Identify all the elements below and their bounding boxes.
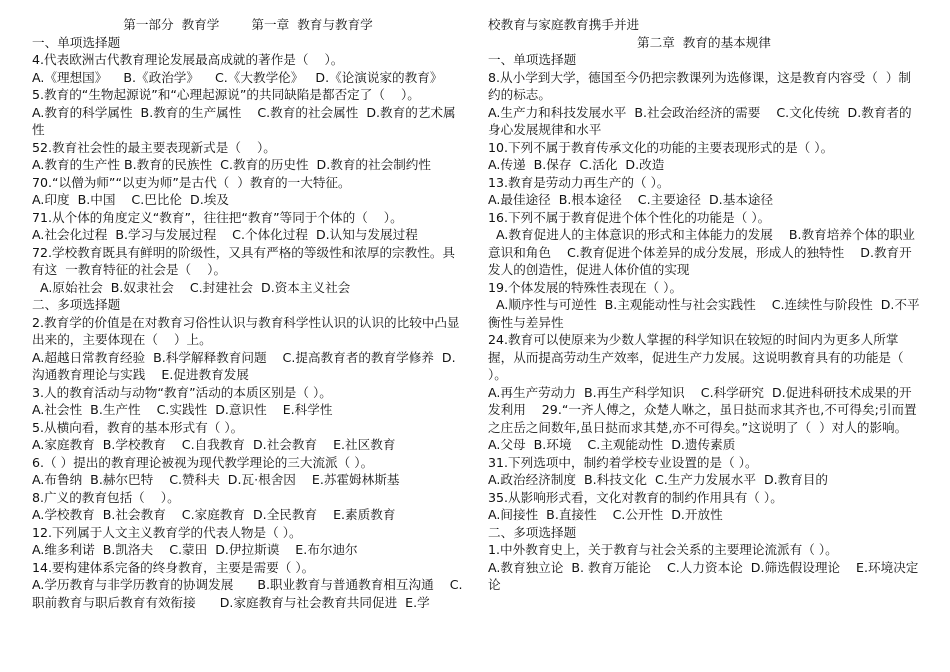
- left-text-line: 14.要构建体系完备的终身教育，主要是需要（ ）。: [32, 559, 315, 575]
- left-text-line: A.学历教育与非学历教育的协调发展 B.职业教育与普通教育相互沟通 C.职前教育与职后教育有效衔接 D.家庭教育与社会教育共同促进 E.学: [32, 577, 463, 610]
- left-text-line: A.原始社会 B.奴隶社会 C.封建社会 D.资本主义社会: [32, 279, 351, 295]
- left-text-line: 第一部分 教育学 第一章 教育与教育学: [123, 17, 373, 32]
- left-text-line: A.超越日常教育经验 B.科学解释教育问题 C.提高教育者的教育学修养 D.沟通教育理论与实践 E.促进教育发展: [32, 349, 456, 382]
- right-text-line: A.教育独立论 B. 教育万能论 C.人力资本论 D.筛选假设理论 E.环境决定论: [488, 559, 919, 592]
- left-text-line: 5.教育的“生物起源说”和“心理起源说”的共同缺陷是都否定了（ ）。: [32, 87, 420, 102]
- right-text-line: 一、单项选择题: [488, 52, 577, 67]
- left-text-line: 4.代表欧洲古代教育理论发展最高成就的著作是（ ）。: [32, 52, 344, 67]
- right-column: [488, 16, 920, 594]
- left-text-line: A.社会性 B.生产性 C.实践性 D.意识性 E.科学性: [32, 402, 333, 417]
- right-text-line: A.父母 B.环境 C.主观能动性 D.遗传素质: [488, 437, 736, 452]
- right-text-line: A.间接性 B.直接性 C.公开性 D.开放性: [488, 507, 723, 522]
- right-text-line: 第二章 教育的基本规律: [637, 34, 771, 50]
- left-text-line: 72.学校教育既具有鲜明的阶级性，又具有严格的等级性和浓厚的宗教性。具有这 一教育特征的社会是（ ）。: [32, 244, 456, 277]
- left-text-line: 12.下列属于人文主义教育学的代表人物是（ ）。: [32, 524, 302, 540]
- left-column: [32, 16, 464, 611]
- right-text-line: A.再生产劳动力 B.再生产科学知识 C.科学研究 D.促进科研技术成果的开发利用 29.“一齐人傅之，众楚人咻之，虽日挞而求其齐也,不可得矣;引而置之庄岳之间数年,虽日挞而求其楚,亦不可得矣。”这说明了（ ）对人的影响。: [488, 384, 917, 435]
- right-text-line: 16.下列不属于教育促进个体个性化的功能是（ ）。: [488, 209, 771, 225]
- right-text-line: A.最佳途径 B.根本途径 C.主要途径 D.基本途径: [488, 192, 774, 207]
- left-text-line: 5.从横向看，教育的基本形式有（ ）。: [32, 419, 244, 435]
- right-text-line: 校教育与家庭教育携手并进: [488, 17, 640, 32]
- left-text-line: 二、多项选择题: [32, 297, 121, 312]
- right-text-line: 31.下列选项中，制约着学校专业设置的是（ ）。: [488, 454, 758, 470]
- left-text-line: A.家庭教育 B.学校教育 C.自我教育 D.社会教育 E.社区教育: [32, 437, 396, 452]
- right-text-line: A.生产力和科技发展水平 B.社会政治经济的需要 C.文化传统 D.教育者的身心发展规律和水平: [488, 104, 912, 137]
- right-text-line: A.传递 B.保存 C.活化 D.改造: [488, 157, 665, 172]
- right-text-line: A.教育促进人的主体意识的形式和主体能力的发展 B.教育培养个体的职业意识和角色 C.教育促进个体差异的成分发展，形成人的独特性 D.教育开发人的创造性，促进人体价值的实现: [488, 227, 915, 277]
- left-text-line: A.学校教育 B.社会教育 C.家庭教育 D.全民教育 E.素质教育: [32, 507, 396, 522]
- left-text-line: 70.“以僧为师”“以吏为师”是古代（ ）教育的一大特征。: [32, 174, 351, 190]
- left-text-line: 2.教育学的价值是在对教育习俗性认识与教育科学性认识的认识的比较中凸显出来的，主要体现在（ ）上。: [32, 314, 460, 347]
- left-text-line: 71.从个体的角度定义“教育”，往往把“教育”等同于个体的（ ）。: [32, 209, 403, 225]
- right-text-line: 35.从影响形式看，文化对教育的制约作用具有（ ）。: [488, 489, 783, 505]
- right-text-line: 24.教育可以使原来为少数人掌握的科学知识在较短的时间内为更多人所掌握，从而提高劳动生产效率，促进生产力发展。这说明教育具有的功能是（ ）。: [488, 332, 908, 382]
- left-text-line: A.维多利诺 B.凯洛夫 C.蒙田 D.伊拉斯谟 E.布尔迪尔: [32, 542, 358, 557]
- right-text-line: 8.从小学到大学，德国至今仍把宗教课列为选修课，这是教育内容受（ ）制约的标志。: [488, 69, 912, 102]
- right-text-line: A.政治经济制度 B.科技文化 C.生产力发展水平 D.教育目的: [488, 472, 829, 487]
- left-text-line: A.《理想国》 B.《政治学》 C.《大教学伦》 D.《论演说家的教育》: [32, 69, 443, 85]
- right-text-line: A.顺序性与可逆性 B.主观能动性与社会实践性 C.连续性与阶段性 D.不平衡性与差异性: [488, 297, 920, 330]
- right-text-line: 10.下列不属于教育传承文化的功能的主要表现形式的是（ ）。: [488, 139, 834, 155]
- left-text-line: 8.广义的教育包括（ ）。: [32, 489, 180, 505]
- left-text-line: 6.（ ）提出的教育理论被视为现代教学理论的三大流派（ ）。: [32, 454, 374, 470]
- left-text-line: A.印度 B.中国 C.巴比伦 D.埃及: [32, 192, 229, 207]
- left-text-line: 52.教育社会性的最主要表现新式是（ ）。: [32, 139, 276, 155]
- left-text-line: 3.人的教育活动与动物“教育”活动的本质区别是（ ）。: [32, 384, 332, 400]
- right-text-line: 二、多项选择题: [488, 524, 577, 540]
- left-text-line: A.教育的科学属性 B.教育的生产属性 C.教育的社会属性 D.教育的艺术属性: [32, 104, 456, 137]
- right-text-line: 19.个体发展的特殊性表现在（ ）。: [488, 279, 683, 295]
- left-text-line: A.社会化过程 B.学习与发展过程 C.个体化过程 D.认知与发展过程: [32, 227, 418, 242]
- left-text-line: 一、单项选择题: [32, 34, 121, 50]
- right-text-line: 1.中外教育史上，关于教育与社会关系的主要理论流派有（ ）。: [488, 542, 838, 557]
- left-text-line: A.教育的生产性 B.教育的民族性 C.教育的历史性 D.教育的社会制约性: [32, 157, 431, 172]
- left-text-line: A.布鲁纳 B.赫尔巴特 C.赞科夫 D.瓦·根舍因 E.苏霍姆林斯基: [32, 472, 400, 487]
- right-text-line: 13.教育是劳动力再生产的（ ）。: [488, 174, 670, 190]
